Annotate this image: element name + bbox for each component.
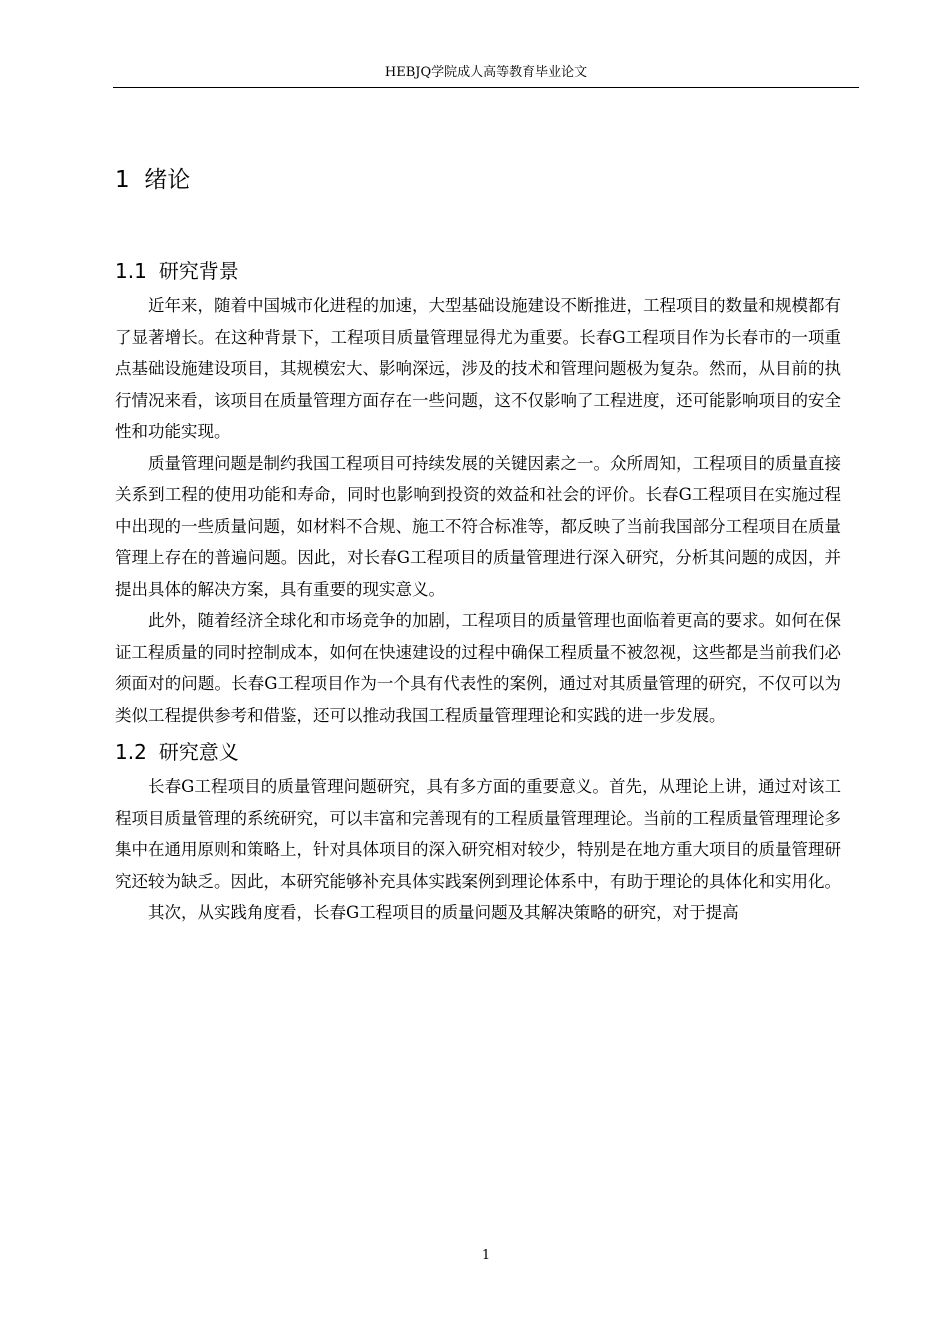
page-number: 1 [481,1248,491,1263]
header-rule [113,87,859,88]
chapter-title [115,162,841,198]
section-number: 1.2 [115,740,147,764]
section-heading-background [115,256,841,286]
section-title-text: 研究意义 [158,740,239,764]
section-title-text: 研究背景 [158,259,239,283]
section-heading-significance [115,737,841,767]
paragraph: 此外，随着经济全球化和市场竞争的加剧，工程项目的质量管理也面临着更高的要求。如何在保证工程质量的同时控制成本，如何在快速建设的过程中确保工程质量不被忽视，这些都是当前我们必须面对的问题。长春G工程项目作为一个具有代表性的案例，通过对其质量管理的研究，不仅可以为类似工程提供参考和借鉴，还可以推动我国工程质量管理理论和实践的进一步发展。 [115,611,841,725]
running-header: HEBJQ学院成人高等教育毕业论文 [384,65,588,80]
chapter-number: 1 [115,167,130,193]
section-number: 1.1 [115,259,147,283]
paragraph: 长春G工程项目的质量管理问题研究，具有多方面的重要意义。首先，从理论上讲，通过对该工程项目质量管理的系统研究，可以丰富和完善现有的工程质量管理理论。当前的工程质量管理理论多集中在通用原则和策略上，针对具体项目的深入研究相对较少，特别是在地方重大项目的质量管理研究还较为缺乏。因此，本研究能够补充具体实践案例到理论体系中，有助于理论的具体化和实用化。 [115,777,841,891]
paragraph: 近年来，随着中国城市化进程的加速，大型基础设施建设不断推进，工程项目的数量和规模都有了显著增长。在这种背景下，工程项目质量管理显得尤为重要。长春G工程项目作为长春市的一项重点基础设施建设项目，其规模宏大、影响深远，涉及的技术和管理问题极为复杂。然而，从目前的执行情况来看，该项目在质量管理方面存在一些问题，这不仅影响了工程进度，还可能影响项目的安全性和功能实现。 [115,296,841,441]
page-content [115,162,841,929]
chapter-title-text: 绪论 [144,167,191,193]
paragraph: 质量管理问题是制约我国工程项目可持续发展的关键因素之一。众所周知，工程项目的质量直接关系到工程的使用功能和寿命，同时也影响到投资的效益和社会的评价。长春G工程项目在实施过程中出现的一些质量问题，如材料不合规、施工不符合标准等，都反映了当前我国部分工程项目在质量管理上存在的普遍问题。因此，对长春G工程项目的质量管理进行深入研究，分析其问题的成因，并提出具体的解决方案，具有重要的现实意义。 [115,453,841,599]
paragraph: 其次，从实践角度看，长春G工程项目的质量问题及其解决策略的研究，对于提高 [148,903,739,922]
